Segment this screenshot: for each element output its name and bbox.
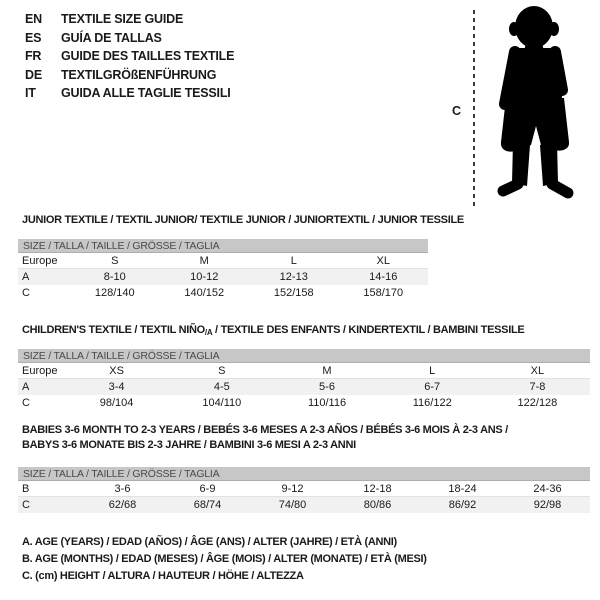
column-header: Europe (22, 365, 58, 377)
children-title-subscript: /A (204, 328, 213, 337)
row-label: C (22, 397, 30, 409)
babies-section-title (22, 423, 508, 453)
row-label: B (22, 483, 30, 495)
babies-row-b (18, 481, 590, 497)
lang-title: GUÍA DE TALLAS (61, 30, 162, 45)
column-header: XS (109, 365, 124, 377)
lang-code: DE (25, 67, 42, 82)
junior-columns-row (18, 253, 428, 269)
junior-size-table (18, 239, 428, 301)
junior-row-a (18, 269, 428, 285)
column-header: S (218, 365, 226, 377)
row-label: C (22, 499, 30, 511)
table-cell: 10-12 (190, 271, 219, 283)
junior-size-bar: SIZE / TALLA / TAILLE / GRÖSSE / TAGLIA (18, 239, 428, 253)
table-cell: 4-5 (213, 381, 230, 393)
lang-row-es (25, 29, 234, 48)
table-cell: 86/92 (448, 499, 477, 511)
table-cell: 6-9 (199, 483, 216, 495)
column-header: S (111, 255, 119, 267)
footnote-a: A. AGE (YEARS) / EDAD (AÑOS) / ÂGE (ANS) / ALTER (JAHRE) / ETÀ (ANNI) (22, 536, 397, 548)
children-title-prefix: CHILDREN'S TEXTILE / TEXTIL NIÑO (22, 324, 205, 336)
junior-section-title: JUNIOR TEXTILE / TEXTIL JUNIOR/ TEXTILE JUNIOR / JUNIORTEXTIL / JUNIOR TESSILE (22, 214, 464, 226)
table-cell: 5-6 (319, 381, 335, 393)
language-title-list (25, 10, 234, 103)
column-header: L (429, 365, 436, 377)
lang-row-en (25, 10, 234, 29)
lang-row-de (25, 66, 234, 85)
table-cell: 24-36 (533, 483, 562, 495)
table-cell: 116/122 (412, 397, 452, 409)
column-header: L (290, 255, 297, 267)
table-cell: 12-13 (279, 271, 308, 283)
table-cell: 140/152 (184, 287, 225, 299)
column-header: Europe (22, 255, 58, 267)
children-row-a (18, 379, 590, 395)
table-cell: 9-12 (281, 483, 304, 495)
table-cell: 3-4 (108, 381, 125, 393)
babies-title-line2: BABYS 3-6 MONATE BIS 2-3 JAHRE / BAMBINI 3-6 MESI A 2-3 ANNI (22, 439, 356, 451)
table-cell: 3-6 (114, 483, 131, 495)
height-c-label: C (452, 104, 462, 118)
table-cell: 8-10 (103, 271, 126, 283)
lang-row-it (25, 84, 234, 103)
babies-size-bar: SIZE / TALLA / TAILLE / GRÖSSE / TAGLIA (18, 467, 590, 481)
lang-code: FR (25, 49, 42, 63)
footnote-c: C. (cm) HEIGHT / ALTURA / HAUTEUR / HÖHE / ALTEZZA (22, 570, 304, 582)
lang-title: GUIDA ALLE TAGLIE TESSILI (61, 86, 231, 100)
children-size-bar: SIZE / TALLA / TAILLE / GRÖSSE / TAGLIA (18, 349, 590, 363)
table-cell: 12-18 (363, 483, 392, 495)
babies-title-line1: BABIES 3-6 MONTH TO 2-3 YEARS / BEBÉS 3-6 MESES A 2-3 AÑOS / BÉBÉS 3-6 MOIS À 2-3 ANS / (22, 424, 508, 436)
lang-title: TEXTILE SIZE GUIDE (61, 12, 184, 26)
column-header: M (322, 365, 332, 377)
column-header: XL (530, 365, 545, 377)
table-cell: 6-7 (424, 381, 441, 393)
height-measure-figure (440, 0, 600, 212)
children-title-suffix: / TEXTILE DES ENFANTS / KINDERTEXTIL / BAMBINI TESSILE (212, 324, 525, 336)
toddler-silhouette (482, 4, 588, 206)
table-cell: 7-8 (529, 381, 546, 393)
measure-footnotes (22, 534, 427, 585)
table-cell: 92/98 (533, 499, 562, 511)
table-cell: 110/116 (307, 397, 347, 409)
babies-size-table (18, 467, 590, 513)
lang-row-fr (25, 47, 234, 66)
lang-code: ES (25, 30, 42, 45)
column-header: M (199, 255, 209, 267)
table-cell: 128/140 (94, 287, 135, 299)
table-cell: 122/128 (517, 397, 558, 409)
column-header: XL (376, 255, 390, 267)
lang-title: GUIDE DES TAILLES TEXTILE (61, 49, 235, 63)
lang-code: IT (25, 86, 36, 100)
table-cell: 18-24 (448, 483, 477, 495)
table-cell: 98/104 (99, 397, 134, 409)
children-section-title (22, 323, 524, 340)
table-cell: 104/110 (202, 397, 242, 409)
table-cell: 158/170 (363, 287, 404, 299)
footnote-b: B. AGE (MONTHS) / EDAD (MESES) / ÂGE (MOIS) / ALTER (MONATE) / ETÀ (MESI) (22, 553, 427, 565)
table-cell: 74/80 (278, 499, 307, 511)
table-cell: 62/68 (108, 499, 137, 511)
row-label: C (22, 287, 30, 299)
table-cell: 80/86 (363, 499, 392, 511)
table-cell: 68/74 (193, 499, 222, 511)
children-columns-row (18, 363, 590, 379)
table-cell: 14-16 (369, 271, 398, 283)
height-dashed-line (473, 10, 475, 206)
babies-row-c (18, 497, 590, 513)
lang-code: EN (25, 12, 42, 26)
children-row-c (18, 395, 590, 411)
row-label: A (22, 271, 30, 283)
junior-row-c (18, 285, 428, 301)
table-cell: 152/158 (273, 287, 314, 299)
children-size-table (18, 349, 590, 411)
row-label: A (22, 381, 30, 393)
lang-title: TEXTILGRÖßENFÜHRUNG (61, 67, 217, 82)
